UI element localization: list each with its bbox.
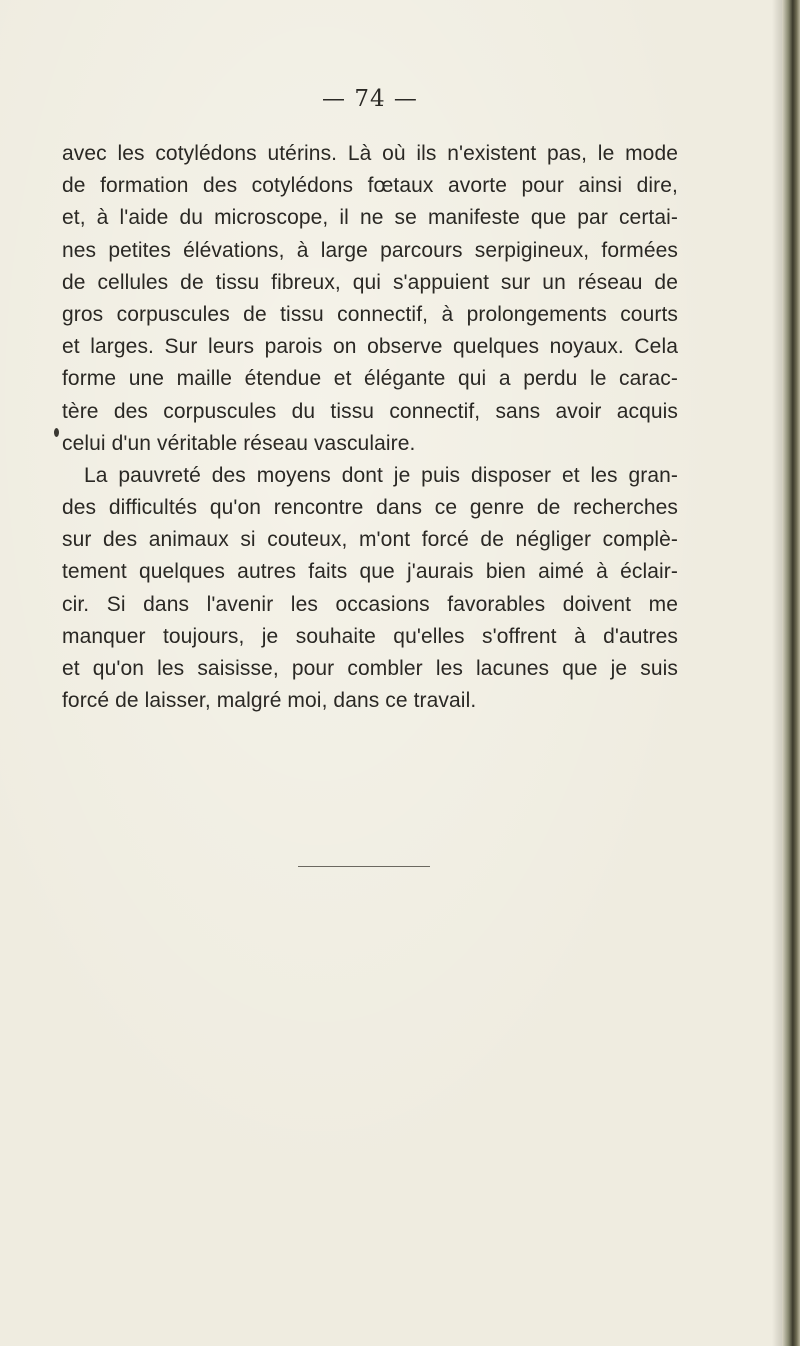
text-line: avec les cotylédons utérins. Là où ils n'existent pas, le mode [62,142,678,165]
section-divider [298,866,430,867]
text-line: manquer toujours, je souhaite qu'elles s'offrent à d'autres [62,624,678,648]
text-line: de cellules de tissu fibreux, qui s'appuient sur un réseau de [62,270,678,294]
book-binding-edge [782,0,800,1346]
text-line: gros corpuscules de tissu connectif, à prolongements courts [62,302,678,326]
text-line: et larges. Sur leurs parois on observe quelques noyaux. Cela [62,335,678,359]
text-line: tement quelques autres faits que j'aurais bien aimé à éclair- [62,560,678,584]
binding-shadow [772,0,782,1346]
page-number: — 74 — [322,86,418,112]
paragraph-2 [62,460,678,718]
text-line: celui d'un véritable réseau vasculaire. [62,431,416,455]
ink-speck [54,428,59,437]
text-line: et qu'on les saisisse, pour combler les lacunes que je suis [62,657,678,680]
text-line: forcé de laisser, malgré moi, dans ce travail. [62,689,477,713]
paragraph-1 [62,138,678,460]
text-line: des difficultés qu'on rencontre dans ce genre de recherches [62,496,678,520]
text-line: forme une maille étendue et élégante qui a perdu le carac- [62,367,678,391]
text-line: sur des animaux si couteux, m'ont forcé de négliger complè- [62,528,678,552]
text-line: nes petites élévations, à large parcours serpigineux, formées [62,238,678,262]
text-line: cir. Si dans l'avenir les occasions favorables doivent me [62,592,678,616]
body-text [62,138,678,717]
text-line: et, à l'aide du microscope, il ne se manifeste que par certai- [62,206,678,230]
text-line: La pauvreté des moyens dont je puis disposer et les gran- [84,463,678,487]
text-line: tère des corpuscules du tissu connectif, sans avoir acquis [62,399,678,423]
text-line: de formation des cotylédons fœtaux avorte pour ainsi dire, [62,174,678,198]
